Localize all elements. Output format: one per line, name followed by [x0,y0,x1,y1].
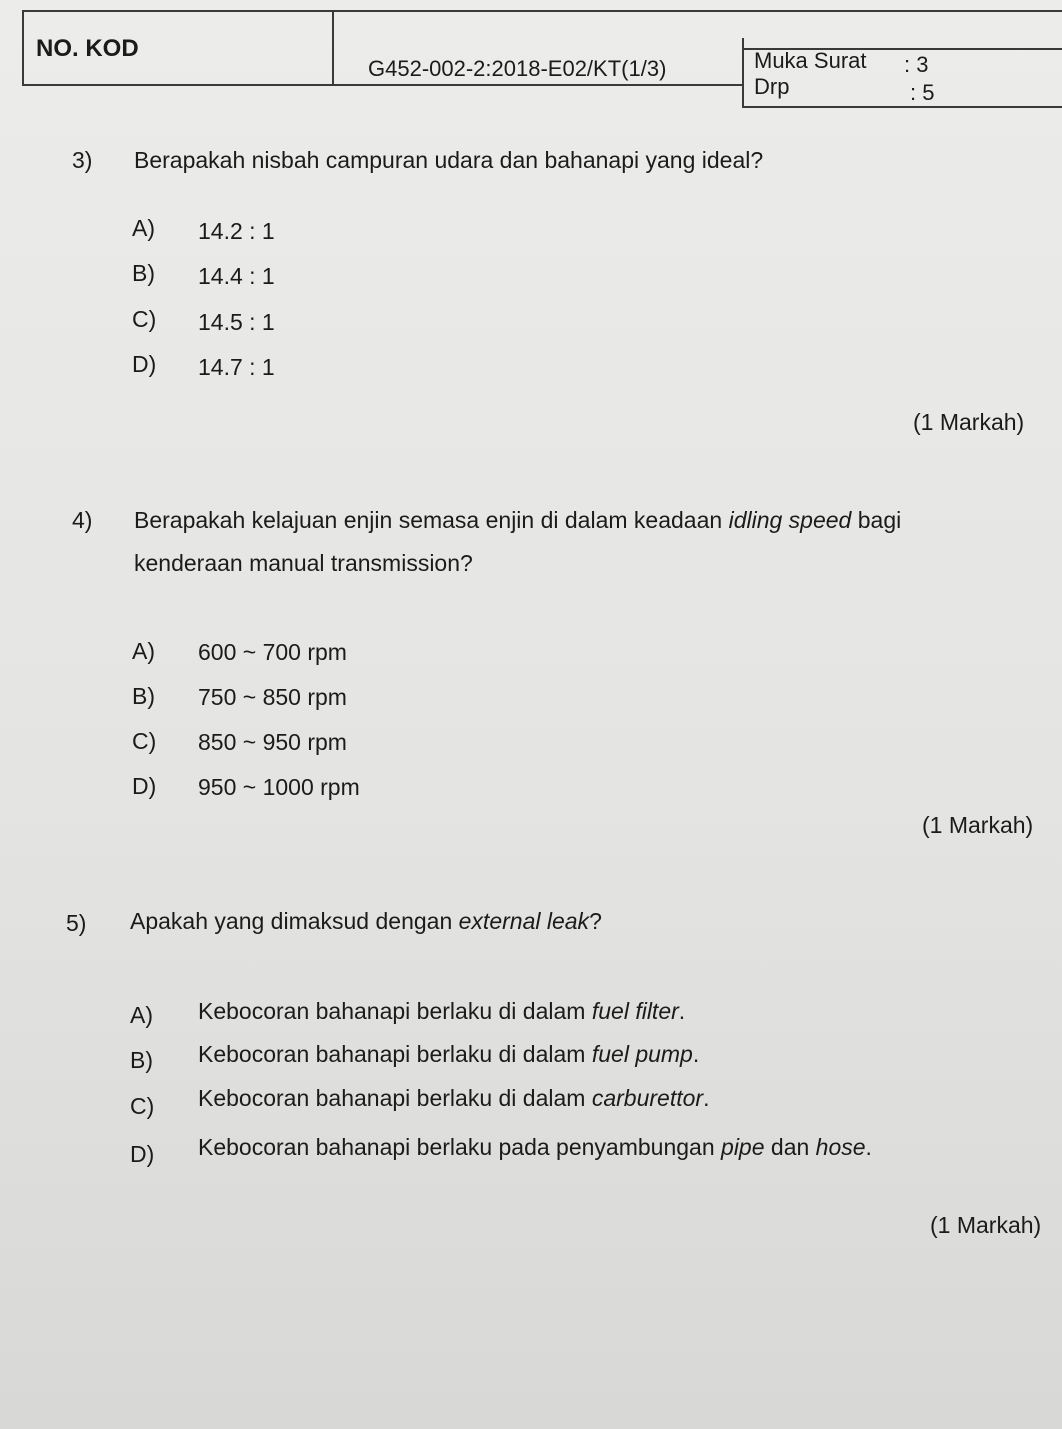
header-divider-1 [332,10,334,84]
question-text-italic: external leak [458,908,590,934]
option-letter: C) [132,306,157,332]
option-text-part: . [692,1041,700,1067]
option-text-part: dan [764,1134,816,1160]
option-letter: B) [130,1047,153,1073]
question-number: 5) [66,910,87,936]
option-letter: D) [132,773,157,799]
question-text-part: ? [589,908,602,934]
option-letter: A) [132,638,155,664]
option-letter: A) [132,215,155,241]
question-text-italic: idling speed [728,507,852,533]
option-letter: A) [130,1002,153,1028]
option-text-part: . [678,998,686,1024]
header-bottom-border-right [742,106,1062,108]
option-text-italic: pipe [721,1134,765,1160]
question-text: Berapakah nisbah campuran udara dan bahanapi yang ideal? [134,147,764,173]
total-pages-label: Drp [754,74,790,99]
option-text: 850 ~ 950 rpm [198,729,347,755]
option-text [198,1041,699,1068]
option-text-part: . [703,1085,710,1111]
total-pages-value: : 5 [910,80,935,105]
option-text: 600 ~ 700 rpm [198,639,347,665]
option-text: 14.5 : 1 [198,309,275,335]
question-number: 3) [72,147,93,173]
option-text-italic: carburettor [591,1085,704,1111]
header-divider-2 [742,38,744,106]
option-text-part: Kebocoran bahanapi berlaku pada penyambungan [198,1134,722,1160]
header-table [22,10,1062,106]
option-letter: D) [132,351,157,377]
option-text-part: . [865,1134,872,1160]
marks-label: (1 Markah) [922,812,1034,838]
header-left-border [22,10,24,84]
option-letter: B) [132,260,155,286]
option-letter: D) [130,1141,155,1167]
option-text-italic: fuel filter [591,998,679,1024]
option-text [198,1134,872,1161]
option-text: 14.7 : 1 [198,354,275,380]
option-text-part: Kebocoran bahanapi berlaku di dalam [198,1085,592,1111]
option-text-italic: hose [815,1134,866,1160]
header-top-border [22,10,1062,12]
option-text-italic: fuel pump [591,1041,693,1067]
option-text [198,998,685,1025]
option-text: 14.2 : 1 [198,218,275,244]
option-letter: C) [130,1093,155,1119]
option-text: 750 ~ 850 rpm [198,684,347,710]
question-number: 4) [72,507,93,533]
option-text [198,1085,709,1112]
question-text-line-2: kenderaan manual transmission? [134,550,473,576]
option-text: 14.4 : 1 [198,263,275,289]
page-label: Muka Surat [754,48,867,73]
marks-label: (1 Markah) [930,1212,1042,1238]
question-text [130,908,602,935]
option-letter: B) [132,683,155,709]
option-text-part: Kebocoran bahanapi berlaku di dalam [198,1041,592,1067]
marks-label: (1 Markah) [913,409,1025,435]
question-text-part: Berapakah kelajuan enjin semasa enjin di dalam keadaan [134,507,729,533]
header-bottom-border-left [22,84,742,86]
question-text-line-1 [134,507,901,534]
question-text-part: bagi [851,507,902,533]
option-letter: C) [132,728,157,754]
page-value: : 3 [904,52,929,77]
code-value: G452-002-2:2018-E02/KT(1/3) [368,56,667,81]
code-label: NO. KOD [36,35,139,62]
option-text: 950 ~ 1000 rpm [198,774,360,800]
question-text-part: Apakah yang dimaksud dengan [130,908,459,934]
option-text-part: Kebocoran bahanapi berlaku di dalam [198,998,592,1024]
